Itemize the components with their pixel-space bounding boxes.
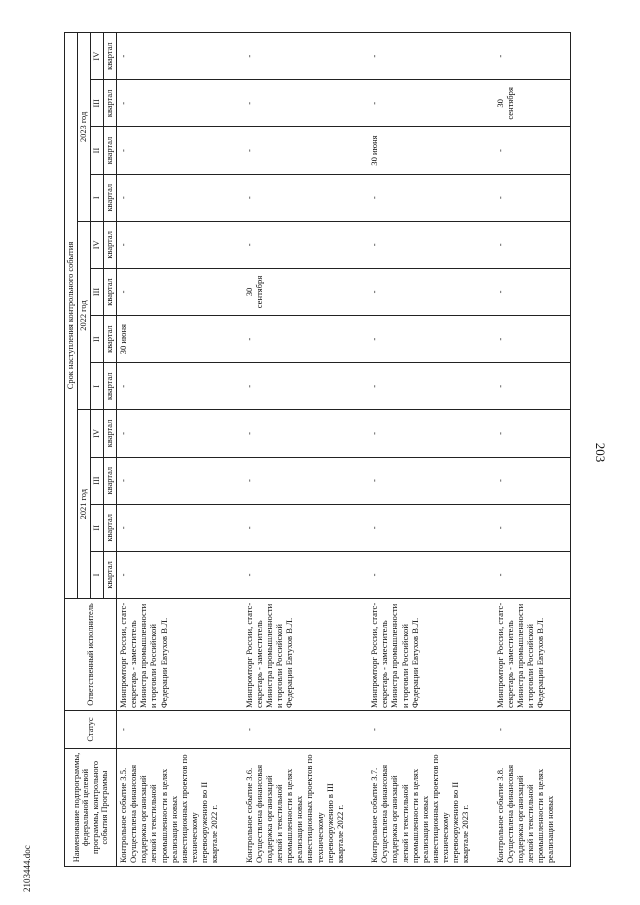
header-quarter-numeral: III	[91, 268, 104, 315]
status-cell: -	[117, 711, 243, 749]
header-year-2021: 2021 год	[78, 410, 91, 599]
deadline-cell: -	[494, 174, 571, 221]
event-name-cell: Контрольное событие 3.6. Осуществлена финансовая поддержка организаций легкой и текстильной промышленности в целях реализации новых инвестиционных проектов по техническому перевооружению в III квартале 2022 г.	[243, 749, 369, 867]
deadline-cell: 30 сентября	[494, 80, 571, 127]
deadline-cell: -	[494, 127, 571, 174]
deadline-cell: -	[117, 457, 243, 504]
header-quarter-label: квартал	[104, 551, 117, 598]
deadline-cell: -	[368, 80, 494, 127]
deadline-cell: -	[494, 551, 571, 598]
status-cell: -	[494, 711, 571, 749]
deadline-cell: 30 июня	[368, 127, 494, 174]
deadline-cell: -	[243, 221, 369, 268]
header-quarter-label: квартал	[104, 504, 117, 551]
deadline-cell: -	[494, 504, 571, 551]
header-quarter-label: квартал	[104, 316, 117, 363]
deadline-cell: -	[368, 363, 494, 410]
header-quarter-label: квартал	[104, 33, 117, 80]
deadline-cell: -	[368, 33, 494, 80]
header-year-2023: 2023 год	[78, 33, 91, 222]
header-status: Статус	[65, 711, 117, 749]
table-row	[368, 33, 494, 867]
deadline-cell: -	[243, 174, 369, 221]
deadline-cell: -	[368, 504, 494, 551]
deadline-cell: -	[117, 221, 243, 268]
deadline-cell: -	[117, 80, 243, 127]
deadline-cell: -	[368, 457, 494, 504]
header-deadline: Срок наступления контрольного события	[65, 33, 78, 599]
deadline-cell: -	[117, 127, 243, 174]
deadline-cell: -	[494, 410, 571, 457]
deadline-cell: -	[117, 551, 243, 598]
header-quarter-label: квартал	[104, 127, 117, 174]
deadline-cell: -	[117, 504, 243, 551]
deadline-cell: -	[368, 551, 494, 598]
status-cell: -	[243, 711, 369, 749]
header-quarter-label: квартал	[104, 268, 117, 315]
responsible-cell: Минпромторг России, статс-секретарь - заместитель Министра промышленности и торговли Российской Федерации Евтухов В.Л.	[368, 599, 494, 711]
deadline-cell: -	[243, 410, 369, 457]
deadline-cell: -	[243, 127, 369, 174]
deadline-cell: -	[368, 316, 494, 363]
header-quarter-numeral: II	[91, 316, 104, 363]
deadline-cell: -	[117, 410, 243, 457]
page-number: 203	[593, 442, 608, 463]
header-quarter-label: квартал	[104, 174, 117, 221]
deadline-cell: -	[117, 268, 243, 315]
deadline-cell: -	[368, 410, 494, 457]
deadline-cell: -	[243, 80, 369, 127]
deadline-cell: -	[243, 33, 369, 80]
header-name: Наименование подпрограммы, федеральной целевой программы, контрольного события Программы	[65, 749, 117, 867]
document-code: 2103444.doc	[22, 845, 32, 892]
deadline-cell: -	[368, 174, 494, 221]
deadline-cell: -	[243, 363, 369, 410]
responsible-cell: Минпромторг России, статс-секретарь - заместитель Министра промышленности и торговли Российской Федерации Евтухов В.Л.	[494, 599, 571, 711]
header-quarter-label: квартал	[104, 410, 117, 457]
header-quarter-numeral: III	[91, 80, 104, 127]
responsible-cell: Минпромторг России, статс-секретарь - заместитель Министра промышленности и торговли Российской Федерации Евтухов В.Л.	[243, 599, 369, 711]
header-responsible: Ответственный исполнитель	[65, 599, 117, 711]
table-row	[494, 33, 571, 867]
deadline-cell: -	[243, 504, 369, 551]
header-quarter-numeral: I	[91, 551, 104, 598]
table-row	[243, 33, 369, 867]
header-quarter-numeral: II	[91, 504, 104, 551]
deadline-cell: -	[494, 316, 571, 363]
header-quarter-label: квартал	[104, 221, 117, 268]
deadline-cell: -	[243, 316, 369, 363]
deadline-cell: -	[494, 363, 571, 410]
event-name-cell: Контрольное событие 3.5. Осуществлена финансовая поддержка организаций легкой и текстильной промышленности в целях реализации новых инвестиционных проектов по техническому перевооружению во II квартале 2022 г.	[117, 749, 243, 867]
header-quarter-numeral: I	[91, 174, 104, 221]
deadline-cell: -	[494, 221, 571, 268]
responsible-cell: Минпромторг России, статс-секретарь - заместитель Министра промышленности и торговли Российской Федерации Евтухов В.Л.	[117, 599, 243, 711]
deadline-cell: -	[494, 33, 571, 80]
deadline-cell: -	[368, 268, 494, 315]
header-quarter-label: квартал	[104, 457, 117, 504]
deadline-cell: -	[494, 268, 571, 315]
deadline-cell: -	[243, 457, 369, 504]
deadline-cell: 30 июня	[117, 316, 243, 363]
status-cell: -	[368, 711, 494, 749]
header-quarter-numeral: III	[91, 457, 104, 504]
event-name-cell: Контрольное событие 3.8. Осуществлена финансовая поддержка организаций легкой и текстильной промышленности в целях реализации новых	[494, 749, 571, 867]
deadline-cell: -	[117, 33, 243, 80]
header-quarter-label: квартал	[104, 363, 117, 410]
header-quarter-numeral: II	[91, 127, 104, 174]
header-year-2022: 2022 год	[78, 221, 91, 410]
header-quarter-numeral: IV	[91, 33, 104, 80]
deadline-cell: -	[117, 174, 243, 221]
deadline-cell: -	[117, 363, 243, 410]
control-events-table	[64, 32, 571, 867]
deadline-cell: -	[368, 221, 494, 268]
header-quarter-numeral: I	[91, 363, 104, 410]
deadline-cell: -	[243, 551, 369, 598]
header-quarter-label: квартал	[104, 80, 117, 127]
deadline-cell: -	[494, 457, 571, 504]
deadline-cell: 30 сентября	[243, 268, 369, 315]
header-quarter-numeral: IV	[91, 410, 104, 457]
table-row	[117, 33, 243, 867]
event-name-cell: Контрольное событие 3.7. Осуществлена финансовая поддержка организаций легкой и текстильной промышленности в целях реализации новых инвестиционных проектов по техническому перевооружению во II квартале 2023 г.	[368, 749, 494, 867]
header-quarter-numeral: IV	[91, 221, 104, 268]
